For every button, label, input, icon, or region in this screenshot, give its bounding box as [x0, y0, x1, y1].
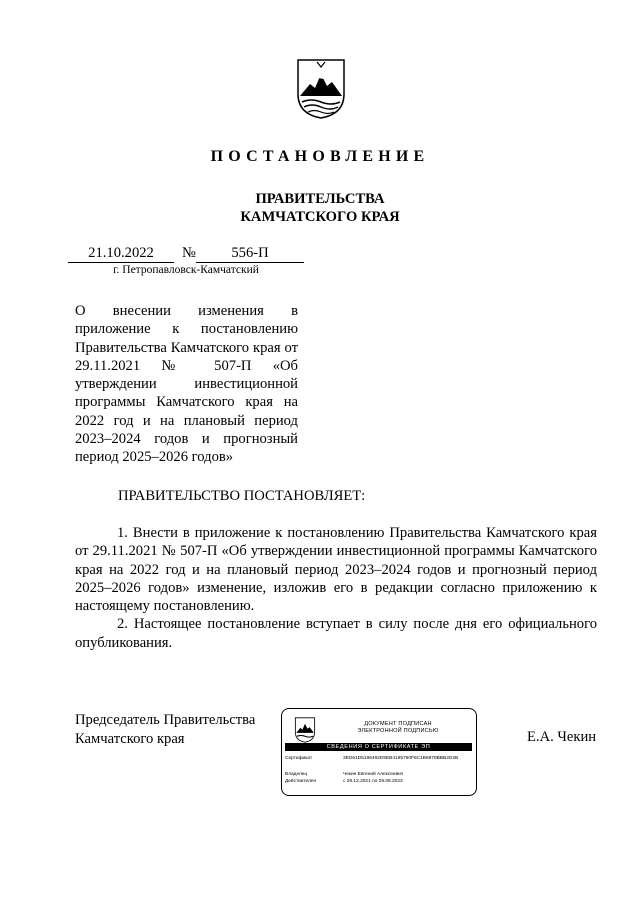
owner-value: Чекин Евгений Алексеевич [343, 772, 404, 777]
signer-position-line-1: Председатель Правительства [75, 712, 256, 728]
kamchatka-emblem [296, 58, 346, 120]
document-subject: О внесении изменения в приложение к постановлению Правительства Камчатского края от 29.11.2021 № 507-П «Об утверждении инвестиционной программы Камчатского края на 2022 год и на плановый период 2023–2024 годов и прогнозный период 2025–2026 годов» [75, 303, 298, 466]
document-type-heading: ПОСТАНОВЛЕНИЕ [210, 148, 430, 165]
certificate-value: 3ED61D5186492D9EB4195760F6C1B6978BBB2D2B [343, 756, 459, 761]
stamp-emblem-icon [294, 717, 316, 743]
paragraph-1: 1. Внести в приложение к постановлению Правительства Камчатского края от 29.11.2021 № 507-П «Об утверждении инвестиционной программы Камчатского края на 2022 год и на плановый период 2023–2024 годов и прогнозный период 2025–2026 годов» изменение, изложив его в редакции согласно приложению к настоящему постановлению. [75, 525, 597, 615]
stamp-certificate-bar: СВЕДЕНИЯ О СЕРТИФИКАТЕ ЭП [285, 743, 472, 751]
document-body [75, 524, 597, 652]
validity-value: с 29.12.2021 по 29.08.2023 [343, 779, 403, 784]
number-sign: № [182, 245, 196, 261]
authority-line-2: КАМЧАТСКОГО КРАЯ [240, 209, 400, 225]
owner-label: Владелец [285, 772, 308, 777]
signer-position [75, 711, 255, 748]
issuing-authority [0, 190, 640, 226]
stamp-owner-row [285, 772, 475, 778]
paragraph-2: 2. Настоящее постановление вступает в силу после дня его официального опубликования. [75, 616, 597, 651]
decree-statement: ПРАВИТЕЛЬСТВО ПОСТАНОВЛЯЕТ: [118, 488, 366, 504]
stamp-certificate-row [285, 756, 475, 768]
stamp-heading [324, 721, 472, 735]
issue-city: г. Петропавловск-Камчатский [113, 264, 259, 276]
signer-position-line-2: Камчатского края [75, 730, 185, 747]
document-date: 21.10.2022 [68, 244, 174, 263]
document-number: 556-П [196, 244, 304, 263]
validity-label: Действителен [285, 779, 317, 784]
certificate-label: Сертификат [285, 756, 313, 761]
authority-line-1: ПРАВИТЕЛЬСТВА [255, 191, 385, 207]
stamp-validity-row [285, 779, 475, 785]
stamp-heading-line-2: ЭЛЕКТРОННОЙ ПОДПИСЬЮ [357, 728, 439, 734]
signer-name: Е.А. Чекин [527, 729, 597, 745]
stamp-heading-line-1: ДОКУМЕНТ ПОДПИСАН [364, 721, 432, 727]
electronic-signature-stamp [281, 708, 477, 796]
